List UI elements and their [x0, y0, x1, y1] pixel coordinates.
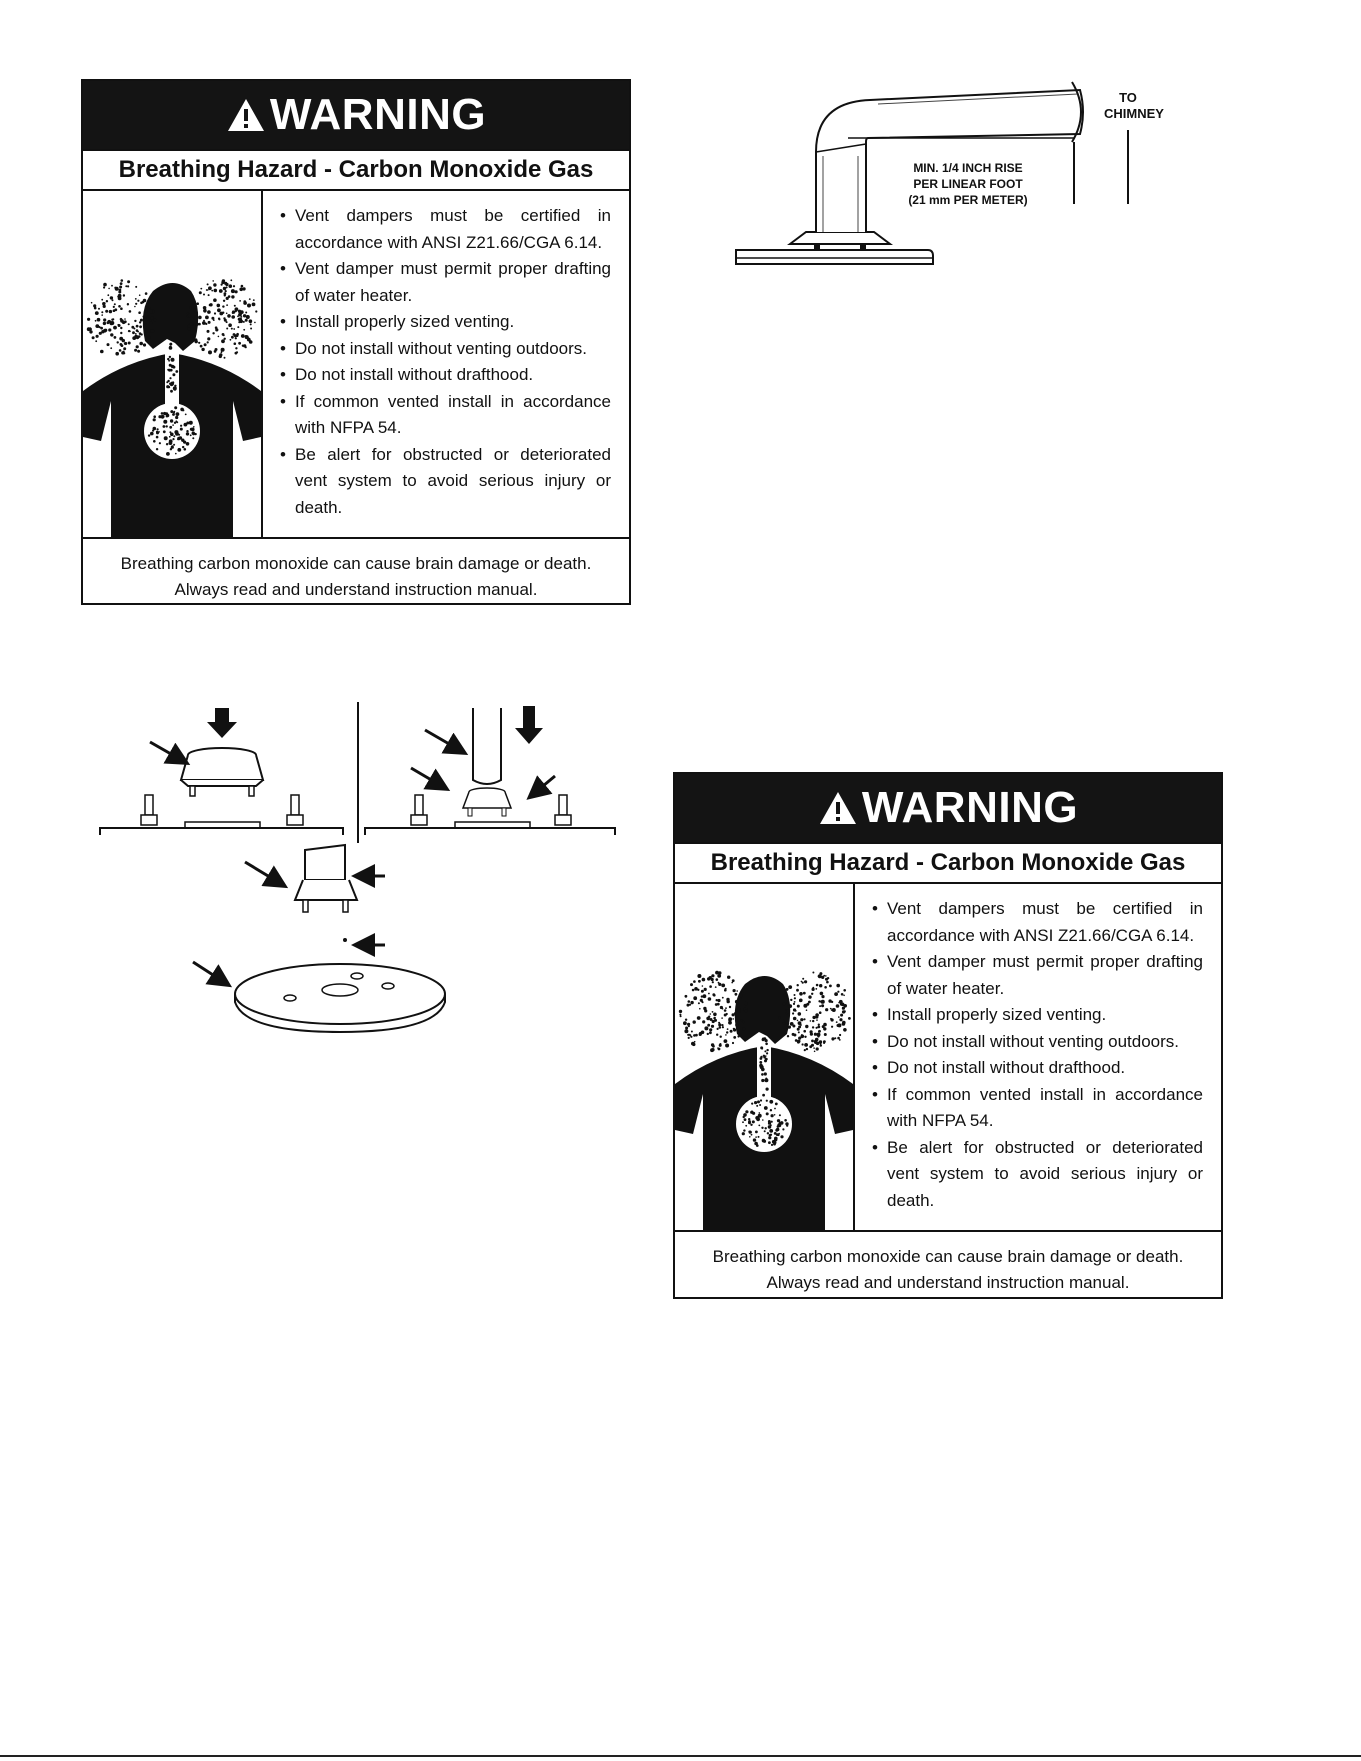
rise-label-line3: (21 mm PER METER)	[908, 193, 1028, 207]
warning-bullet-list	[855, 884, 1221, 1230]
warning-header	[675, 774, 1221, 842]
vent-connector-diagram	[728, 72, 1188, 272]
chimney-label: CHIMNEY	[1104, 106, 1164, 121]
hazard-person-icon	[83, 191, 263, 537]
arrow-icon	[193, 962, 227, 984]
warning-bullet-list	[263, 191, 629, 537]
rise-label-line2: PER LINEAR FOOT	[913, 177, 1023, 191]
arrow-icon	[425, 730, 463, 752]
footer-line: Breathing carbon monoxide can cause brain damage or death.	[712, 1247, 1184, 1266]
bullet-item: • Do not install without drafthood.	[887, 1055, 1203, 1082]
bullet-item: • Install properly sized venting.	[295, 309, 611, 336]
warning-header-text: WARNING	[269, 90, 487, 139]
arrow-icon	[150, 742, 185, 762]
warning-label-2	[673, 772, 1223, 1299]
to-label: TO	[1119, 90, 1137, 105]
warning-triangle-icon	[818, 790, 858, 826]
bullet-item: • Vent dampers must be certified in accordance with ANSI Z21.66/CGA 6.14.	[295, 203, 611, 256]
hazard-person-icon	[675, 884, 855, 1230]
warning-subheader: Breathing Hazard - Carbon Monoxide Gas	[675, 842, 1221, 884]
bullet-item: • Vent dampers must be certified in accordance with ANSI Z21.66/CGA 6.14.	[887, 896, 1203, 949]
arrow-icon	[531, 776, 555, 796]
warning-footer	[83, 539, 629, 603]
bullet-item: • Be alert for obstructed or deteriorated vent system to avoid serious injury or death.	[887, 1135, 1203, 1215]
warning-header-text: WARNING	[861, 783, 1079, 832]
bullet-item: • Do not install without venting outdoors.	[887, 1029, 1203, 1056]
warning-subheader: Breathing Hazard - Carbon Monoxide Gas	[83, 149, 629, 191]
bullet-item: • Be alert for obstructed or deteriorated vent system to avoid serious injury or death.	[295, 442, 611, 522]
bullet-item: • Install properly sized venting.	[887, 1002, 1203, 1029]
rise-label-line1: MIN. 1/4 INCH RISE	[913, 161, 1023, 175]
hazard-person-icon	[675, 884, 853, 1230]
warning-header	[83, 81, 629, 149]
footer-line: Always read and understand instruction manual.	[174, 580, 538, 599]
bullet-item: • Do not install without drafthood.	[295, 362, 611, 389]
arrow-icon	[411, 768, 445, 788]
page-bottom-rule	[0, 1755, 1361, 1757]
bullet-item: • Do not install without venting outdoors.	[295, 336, 611, 363]
footer-line: Breathing carbon monoxide can cause brain damage or death.	[120, 554, 592, 573]
footer-line: Always read and understand instruction manual.	[766, 1273, 1130, 1292]
warning-label-1	[81, 79, 631, 605]
hazard-person-icon	[83, 191, 261, 537]
bullet-item: • Vent damper must permit proper drafting of water heater.	[887, 949, 1203, 1002]
bullet-item: • If common vented install in accordance with NFPA 54.	[887, 1082, 1203, 1135]
arrow-icon	[245, 862, 283, 885]
warning-triangle-icon	[226, 97, 266, 133]
bullet-item: • Vent damper must permit proper drafting of water heater.	[295, 256, 611, 309]
vent-damper-parts-diagram	[95, 700, 620, 1055]
bullet-item: • If common vented install in accordance with NFPA 54.	[295, 389, 611, 442]
warning-footer	[675, 1232, 1221, 1296]
